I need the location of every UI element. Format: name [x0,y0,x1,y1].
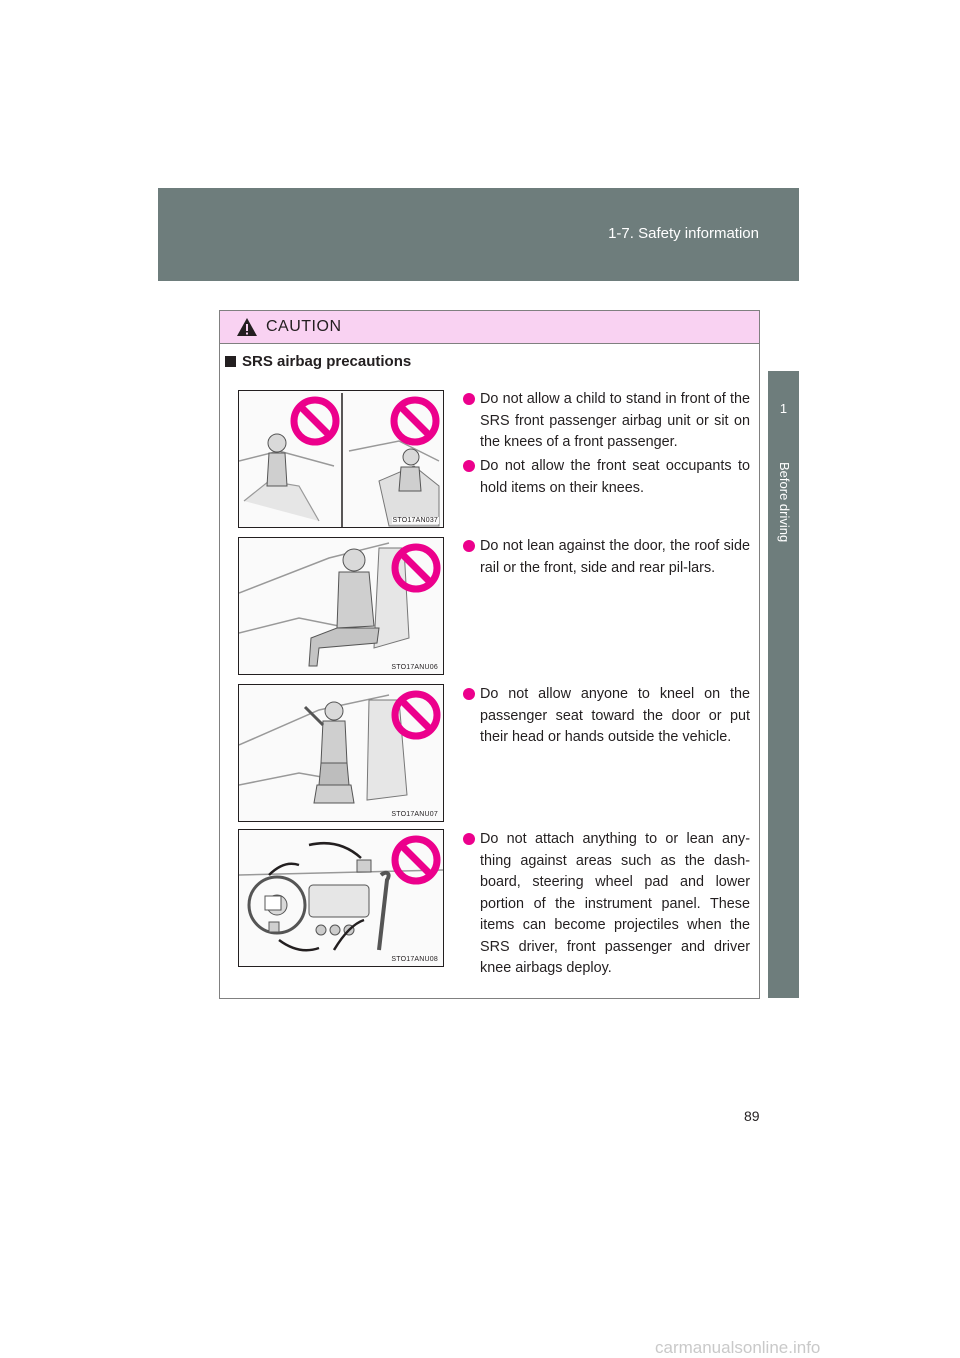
illustration-lean-door [238,537,444,675]
caution-title: CAUTION [266,318,342,335]
list-item: Do not allow anyone to kneel on the passenger seat toward the door or put their head or hands outside the vehicle. [463,684,750,749]
list-item: Do not allow a child to stand in front of the SRS front passenger airbag unit or sit on the knees of a front passenger. [463,389,750,454]
pink-bullet-icon [463,688,475,700]
pink-bullet-icon [463,460,475,472]
watermark: carmanualsonline.info [655,1338,821,1357]
caution-header [220,311,759,344]
figure-code: STO17ANU06 [391,664,438,671]
square-bullet-icon [225,356,236,367]
illustration-child-airbag [238,390,444,528]
list-item: Do not attach anything to or lean any-thing against areas such as the dash-board, steering wheel pad and lower portion of the instrument panel. These items can become projectiles when the SRS driver, front passenger and driver knee airbags deploy. [463,829,750,980]
illustration-dashboard-items [238,829,444,967]
page-number: 89 [744,1108,760,1124]
header-bar [158,188,799,281]
illustration-kneel-seat [238,684,444,822]
list-item: Do not lean against the door, the roof side rail or the front, side and rear pil-lars. [463,536,750,579]
warning-triangle-icon [236,317,258,337]
caution-box [219,310,760,999]
pink-bullet-icon [463,393,475,405]
chapter-tab-label: Before driving [777,462,792,543]
section-heading [225,353,411,370]
list-item: Do not allow the front seat occupants to hold items on their knees. [463,456,750,499]
pink-bullet-icon [463,540,475,552]
figure-code: STO17ANU08 [391,956,438,963]
figure-code: STO17ANU07 [391,811,438,818]
chapter-tab-number[interactable]: 1 [768,371,799,438]
pink-bullet-icon [463,833,475,845]
section-title: 1-7. Safety information [608,225,759,242]
figure-code: STO17AN037 [392,517,438,524]
section-heading-text: SRS airbag precautions [242,353,412,370]
